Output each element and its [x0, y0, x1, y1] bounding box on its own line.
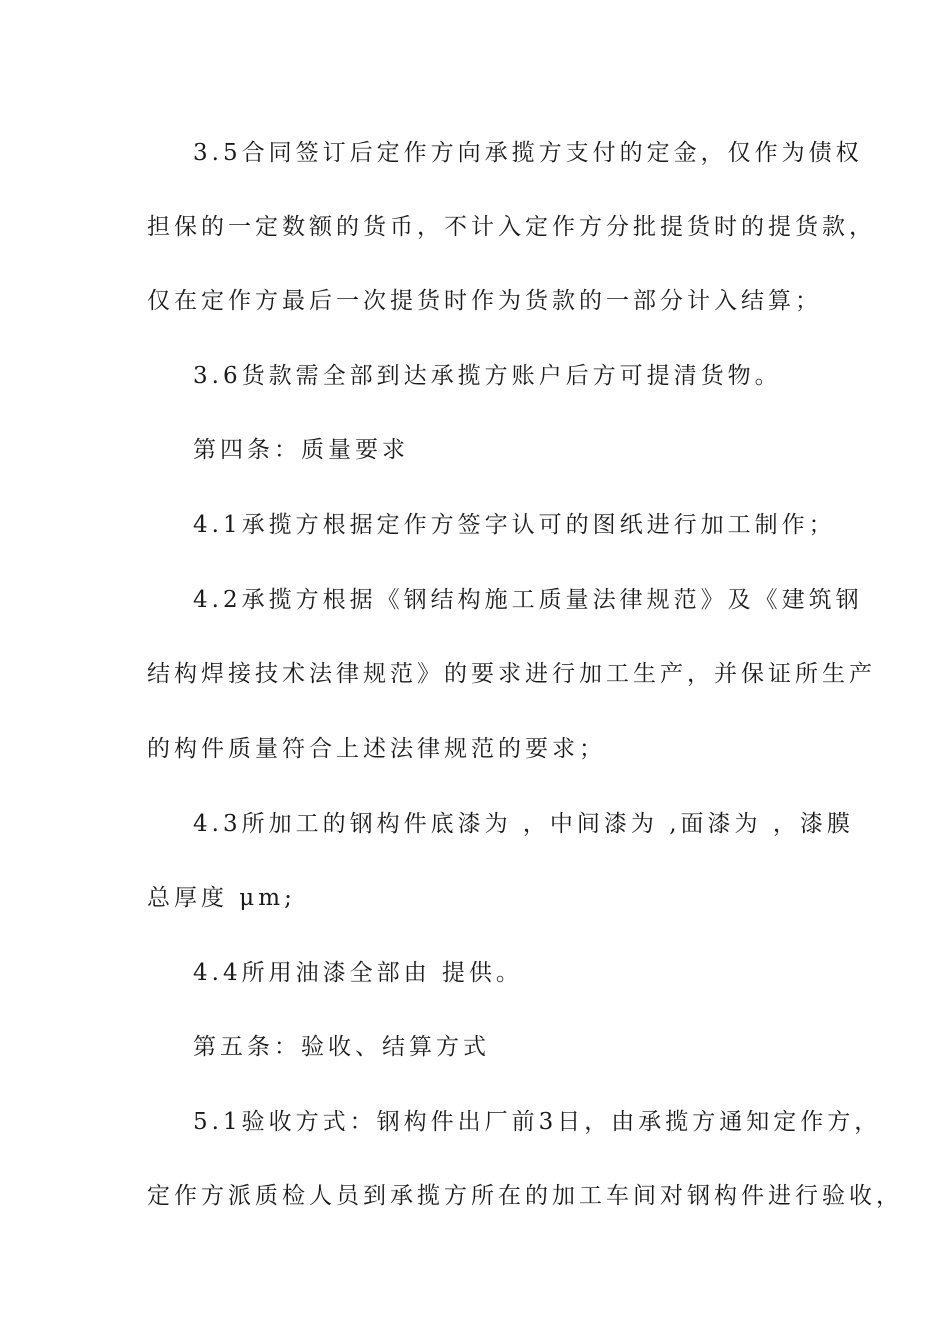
paragraph-3-5-line-3: 仅在定作方最后一次提货时作为货款的一部分计入结算；: [147, 288, 822, 314]
paragraph-3-5-line-2: 担保的一定数额的货币，不计入定作方分批提货时的提货款，: [147, 214, 876, 240]
paragraph-4-2-line-2: 结构焊接技术法律规范》的要求进行加工生产，并保证所生产: [147, 661, 876, 687]
article-5-heading: 第五条：验收、结算方式: [193, 1034, 490, 1060]
paragraph-3-6: 3.6货款需全部到达承揽方账户后方可提清货物。: [193, 363, 782, 389]
paragraph-3-5-line-1: 3.5合同签订后定作方向承揽方支付的定金，仅作为债权: [193, 140, 863, 166]
paragraph-4-3-line-2: 总厚度 μm;: [147, 885, 296, 911]
paragraph-4-2-line-1: 4.2承揽方根据《钢结构施工质量法律规范》及《建筑钢: [193, 587, 863, 613]
paragraph-4-4: 4.4所用油漆全部由 提供。: [193, 960, 523, 986]
paragraph-5-1-line-1: 5.1验收方式：钢构件出厂前3日，由承揽方通知定作方，: [193, 1109, 882, 1135]
article-4-heading: 第四条：质量要求: [193, 437, 409, 463]
paragraph-4-1: 4.1承揽方根据定作方签字认可的图纸进行加工制作；: [193, 512, 836, 538]
paragraph-5-1-line-2: 定作方派质检人员到承揽方所在的加工车间对钢构件进行验收，: [147, 1183, 903, 1209]
paragraph-4-2-line-3: 的构件质量符合上述法律规范的要求；: [147, 736, 606, 762]
paragraph-4-3-line-1: 4.3所加工的钢构件底漆为 ，中间漆为 ,面漆为 ，漆膜: [193, 811, 854, 837]
